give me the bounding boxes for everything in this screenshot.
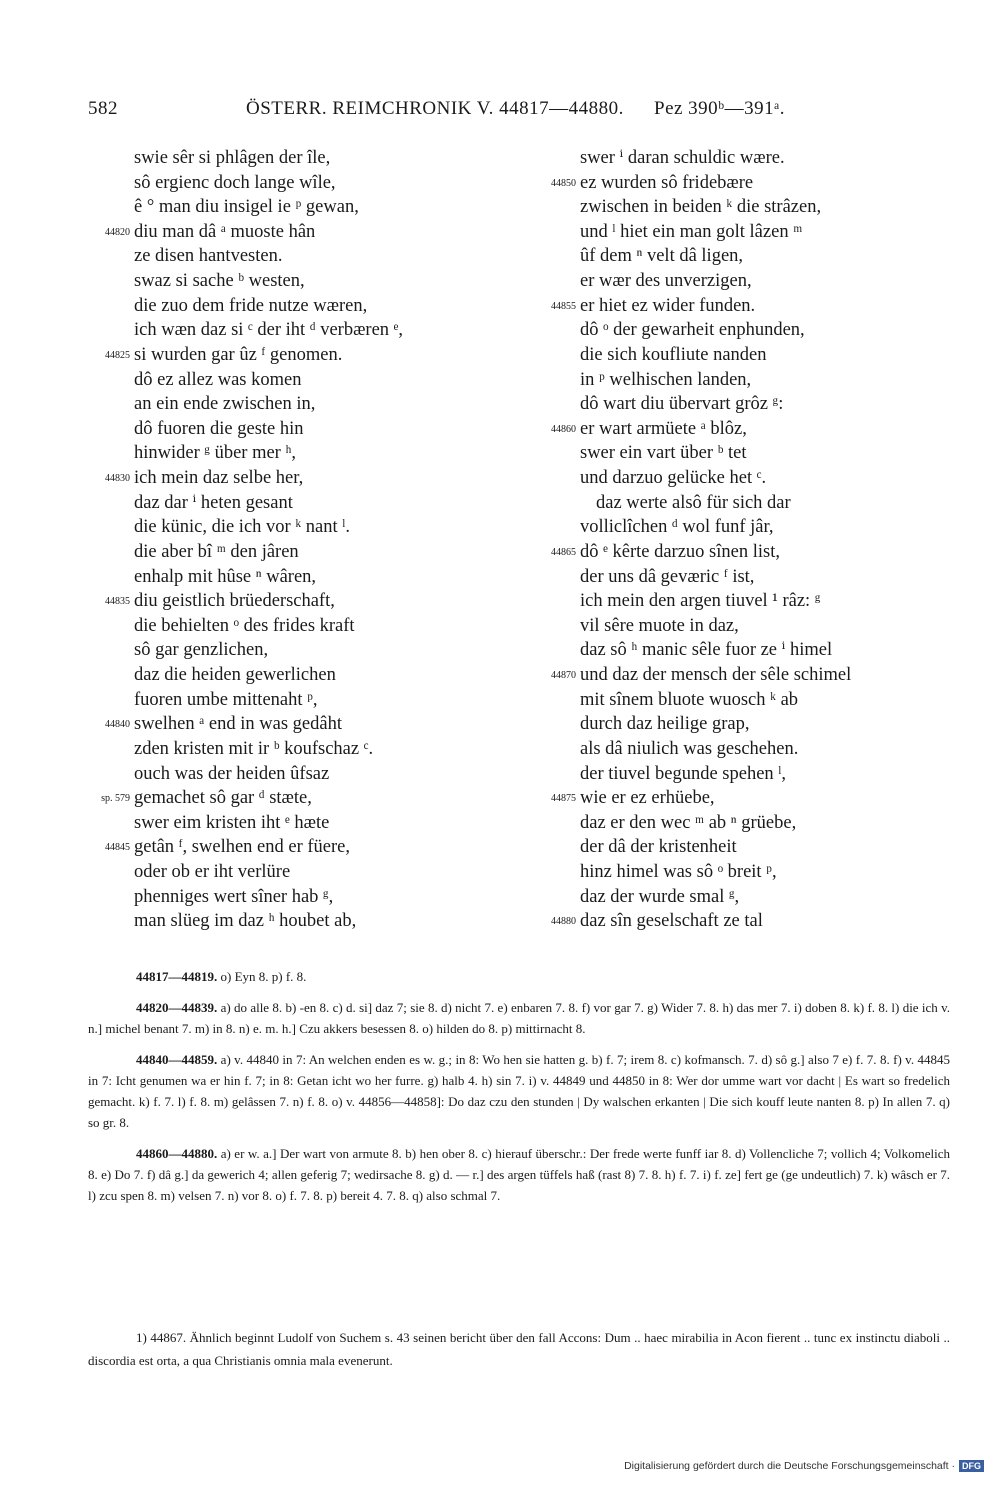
verse-text: volliclîchen ᵈ wol funf jâr, xyxy=(580,517,774,538)
verse-text: vil sêre muote in daz, xyxy=(580,615,739,636)
verse-line xyxy=(534,441,964,466)
verse-text: ûf dem ⁿ velt dâ ligen, xyxy=(580,246,744,267)
verse-line xyxy=(88,392,518,417)
page-header xyxy=(88,98,930,126)
verse-line xyxy=(534,811,964,836)
verse-line xyxy=(534,638,964,663)
verse-line xyxy=(534,466,964,491)
verse-line xyxy=(88,885,518,910)
line-number: 44820 xyxy=(105,226,130,238)
verse-text: hinwider ᵍ über mer ʰ, xyxy=(134,443,297,464)
verse-line xyxy=(88,589,518,614)
variant-note-text: o) Eyn 8. p) f. 8. xyxy=(220,969,307,984)
verse-line xyxy=(534,614,964,639)
dfg-credit xyxy=(624,1460,984,1472)
variant-note-range: 44817—44819. xyxy=(136,969,218,984)
verse-line xyxy=(88,491,518,516)
verse-line xyxy=(88,220,518,245)
verse-text: swer eim kristen iht ᵉ hæte xyxy=(134,812,330,833)
verse-line xyxy=(88,269,518,294)
verse-line xyxy=(88,294,518,319)
verse-line xyxy=(534,318,964,343)
verse-line xyxy=(534,786,964,811)
variant-note-text: a) v. 44840 in 7: An welchen enden es w. g.; in 8: Wo hen sie hatten g. b) f. 7; irem 8. c) kofmansch. 7. d) sô g.] also 7 e) f. 7. 8. f) v. 44845 in 7: Icht genumen wa er hin f. 7; in 8: Getan icht wo her furre. g) halb 4. h) sin 7. i) v. 44849 und 44850 in 8: Wer dor umme wart vor dacht | Es wart so fredelich gemacht. k) f. 7. l) f. 8. m) gelâssen 7. n) f. 8. o) v. 44856—44858]: Do daz czu den stunden | Dy walschen erkanten | Die sich kouff leute nanten 8. p) In allen 7. q) so gr. 8. xyxy=(88,1052,951,1130)
verse-text: die aber bî ᵐ den jâren xyxy=(134,541,299,562)
verse-text: hinz himel was sô ᵒ breit ᵖ, xyxy=(580,861,777,882)
line-number: 44875 xyxy=(551,793,576,805)
verse-text: daz sô ʰ manic sêle fuor ze ⁱ himel xyxy=(580,640,833,661)
verse-line xyxy=(534,294,964,319)
verse-text: daz der wurde smal ᵍ, xyxy=(580,886,740,907)
verse-text: der dâ der kristenheit xyxy=(580,837,737,858)
line-number: 44840 xyxy=(105,719,130,731)
verse-text: dô ᵒ der gewarheit enphunden, xyxy=(580,320,805,341)
verse-line xyxy=(534,368,964,393)
verse-text: daz dar ⁱ heten gesant xyxy=(134,492,293,513)
verse-line xyxy=(88,244,518,269)
verse-text: getân ᶠ, swelhen end er füere, xyxy=(134,837,350,858)
verse-text: gemachet sô gar ᵈ stæte, xyxy=(134,788,312,809)
verse-text: mit sînem bluote wuosch ᵏ ab xyxy=(580,689,799,710)
dfg-logo: DFG xyxy=(959,1460,984,1472)
verse-line xyxy=(88,638,518,663)
line-number: 44870 xyxy=(551,670,576,682)
verse-line xyxy=(88,540,518,565)
verse-line xyxy=(534,712,964,737)
verse-line xyxy=(88,737,518,762)
verse-text: swaz si sache ᵇ westen, xyxy=(134,271,305,292)
verse-text: er hiet ez wider funden. xyxy=(580,295,756,316)
verse-line xyxy=(88,565,518,590)
verse-text: diu geistlich brüederschaft, xyxy=(134,591,335,612)
variant-note xyxy=(88,1143,950,1206)
verse-text: die künic, die ich vor ᵏ nant ˡ. xyxy=(134,517,350,538)
verse-text: swer ein vart über ᵇ tet xyxy=(580,443,747,464)
verse-line xyxy=(534,392,964,417)
verse-text: durch daz heilige grap, xyxy=(580,714,750,735)
verse-text: diu man dâ ᵃ muoste hân xyxy=(134,221,316,242)
verse-line xyxy=(88,663,518,688)
page-number: 582 xyxy=(88,98,118,119)
variant-note-range: 44840—44859. xyxy=(136,1052,218,1067)
verse-text: ouch was der heiden ûfsaz xyxy=(134,763,330,784)
verse-line xyxy=(534,343,964,368)
verse-line xyxy=(534,565,964,590)
verse-line xyxy=(534,688,964,713)
verse-text: der uns dâ geværic ᶠ ist, xyxy=(580,566,755,587)
variant-note xyxy=(88,1049,950,1133)
verse-text: daz er den wec ᵐ ab ⁿ grüebe, xyxy=(580,812,797,833)
verse-line xyxy=(88,762,518,787)
verse-line xyxy=(88,343,518,368)
line-number: 44860 xyxy=(551,423,576,435)
variant-notes xyxy=(88,966,950,1216)
line-number: 44830 xyxy=(105,473,130,485)
verse-line xyxy=(88,688,518,713)
variant-note xyxy=(88,997,950,1039)
verse-line xyxy=(88,614,518,639)
verse-line xyxy=(534,835,964,860)
verse-text: und darzuo gelücke het ᶜ. xyxy=(580,468,767,489)
verse-line xyxy=(534,737,964,762)
line-number: 44865 xyxy=(551,546,576,558)
verse-text: man slüeg im daz ʰ houbet ab, xyxy=(134,911,357,932)
verse-text: fuoren umbe mittenaht ᵖ, xyxy=(134,689,318,710)
verse-line xyxy=(534,540,964,565)
verse-line xyxy=(88,515,518,540)
verse-text: enhalp mit hûse ⁿ wâren, xyxy=(134,566,317,587)
verse-line xyxy=(88,909,518,934)
verse-text: sô gar genzlichen, xyxy=(134,640,269,661)
pez-reference: Pez 390ᵇ—391ᵃ. xyxy=(654,98,786,119)
verse-text: er wær des unverzigen, xyxy=(580,271,752,292)
verse-text: in ᵖ welhischen landen, xyxy=(580,369,752,390)
verse-text: si wurden gar ûz ᶠ genomen. xyxy=(134,344,343,365)
verse-text: ez wurden sô fridebære xyxy=(580,172,754,193)
dfg-credit-text: Digitalisierung gefördert durch die Deutsche Forschungsgemeinschaft · xyxy=(624,1460,955,1472)
verse-line xyxy=(88,811,518,836)
verse-line xyxy=(88,441,518,466)
verse-line xyxy=(534,491,964,516)
line-number: 44825 xyxy=(105,349,130,361)
variant-note xyxy=(88,966,950,987)
verse-line xyxy=(534,195,964,220)
verse-text: die zuo dem fride nutze wæren, xyxy=(134,295,368,316)
verse-line xyxy=(88,860,518,885)
verse-text: swer ⁱ daran schuldic wære. xyxy=(580,148,785,168)
footnote xyxy=(88,1326,950,1372)
verse-text: ich mein den argen tiuvel ¹ râz: ᵍ xyxy=(580,591,821,612)
verse-text: die behielten ᵒ des frides kraft xyxy=(134,615,355,636)
verse-text: oder ob er iht verlüre xyxy=(134,861,291,882)
verse-text: sô ergienc doch lange wîle, xyxy=(134,172,336,193)
footnote-text: 1) 44867. Ähnlich beginnt Ludolf von Suchem s. 43 seinen bericht über den fall Accons: Dum .. haec mirabilia in Acon fierent .. tunc ex instinctu diaboli .. discordia est orta, a qua Christianis omnia mala evenerunt. xyxy=(88,1330,950,1368)
verse-text: daz die heiden gewerlichen xyxy=(134,665,336,686)
verse-text: wie er ez erhüebe, xyxy=(580,788,715,809)
verse-line xyxy=(534,220,964,245)
verse-line xyxy=(534,244,964,269)
verse-line xyxy=(534,146,964,171)
verse-text: und daz der mensch der sêle schimel xyxy=(580,665,852,686)
verse-line xyxy=(534,589,964,614)
running-title: ÖSTERR. REIMCHRONIK V. 44817—44880. xyxy=(246,98,624,119)
verse-line xyxy=(534,860,964,885)
verse-line xyxy=(534,663,964,688)
variant-note-range: 44860—44880. xyxy=(136,1146,218,1161)
verse-line xyxy=(534,885,964,910)
line-number: 44835 xyxy=(105,596,130,608)
verse-text: zwischen in beiden ᵏ die strâzen, xyxy=(580,197,822,218)
verse-text: daz werte alsô für sich dar xyxy=(596,492,791,513)
verse-text: ze disen hantvesten. xyxy=(134,246,283,267)
verse-line xyxy=(534,171,964,196)
verse-line xyxy=(88,835,518,860)
verse-text: dô ᵉ kêrte darzuo sînen list, xyxy=(580,541,780,562)
verse-line xyxy=(534,909,964,934)
verse-line xyxy=(534,515,964,540)
verse-line xyxy=(534,762,964,787)
verse-text: zden kristen mit ir ᵇ koufschaz ᶜ. xyxy=(134,738,374,759)
verse-text: als dâ niulich was geschehen. xyxy=(580,738,799,759)
verse-text: ê ° man diu insigel ie ᵖ gewan, xyxy=(134,197,359,218)
verse-text: phenniges wert sîner hab ᵍ, xyxy=(134,886,334,907)
variant-note-range: 44820—44839. xyxy=(136,1000,218,1015)
verse-line xyxy=(534,417,964,442)
verse-text: ich mein daz selbe her, xyxy=(134,468,304,489)
verse-line xyxy=(88,368,518,393)
verse-line xyxy=(534,269,964,294)
variant-note-text: a) er w. a.] Der wart von armute 8. b) hen ober 8. c) hierauf überschr.: Der frede werte funff iar 8. d) Vollencliche 7; vollich 4; Volkomelich 8. e) Do 7. f) dâ g.] da gewerich 4; allen geferig 7; wedirsache 8. g) d. — r.] des argen tüffels haß (rast 8) 7. 8. h) f. 7. i) f. ze] fert ge (ge undeutlich) 7. k) wâsch er 7. l) zcu spen 8. m) velsen 7. n) vor 8. o) f. 7. 8. p) bereit 4. 7. 8. q) also schmal 7. xyxy=(88,1146,950,1203)
variant-note-text: a) do alle 8. b) -en 8. c) d. si] daz 7; sie 8. d) nicht 7. e) enbaren 7. 8. f) vor gar 7. g) Wider 7. 8. h) das mer 7. i) doben 8. k) f. 8. l) die ich v. n.] michel benant 7. m) in 8. n) e. m. h.] Czu akkers besessen 8. o) hilden do 8. p) mittirnacht 8. xyxy=(88,1000,950,1036)
verse-text: und ˡ hiet ein man golt lâzen ᵐ xyxy=(580,221,803,242)
line-number: sp. 579 xyxy=(101,793,130,805)
verse-text: dô ez allez was komen xyxy=(134,369,302,390)
line-number: 44855 xyxy=(551,300,576,312)
verse-line xyxy=(88,712,518,737)
verse-line xyxy=(88,318,518,343)
line-number: 44880 xyxy=(551,916,576,928)
verse-text: daz sîn geselschaft ze tal xyxy=(580,911,763,932)
verse-text: an ein ende zwischen in, xyxy=(134,394,316,415)
verse-line xyxy=(88,417,518,442)
verse-text: swelhen ᵃ end in was gedâht xyxy=(134,714,342,735)
verse-text: die sich koufliute nanden xyxy=(580,344,767,365)
verse-text: dô fuoren die geste hin xyxy=(134,418,304,439)
verse-line xyxy=(88,195,518,220)
verse-line xyxy=(88,466,518,491)
verse-line xyxy=(88,146,518,171)
verse-text: er wart armüete ᵃ blôz, xyxy=(580,418,747,439)
line-number: 44845 xyxy=(105,842,130,854)
verse-text: ich wæn daz si ᶜ der iht ᵈ verbæren ᵉ, xyxy=(134,320,404,341)
verse-line xyxy=(88,171,518,196)
verse-line xyxy=(88,786,518,811)
line-number: 44850 xyxy=(551,177,576,189)
verse-text: swie sêr si phlâgen der île, xyxy=(134,148,331,168)
verse-text: dô wart diu übervart grôz ᵍ: xyxy=(580,394,784,415)
verse-text: der tiuvel begunde spehen ˡ, xyxy=(580,763,786,784)
